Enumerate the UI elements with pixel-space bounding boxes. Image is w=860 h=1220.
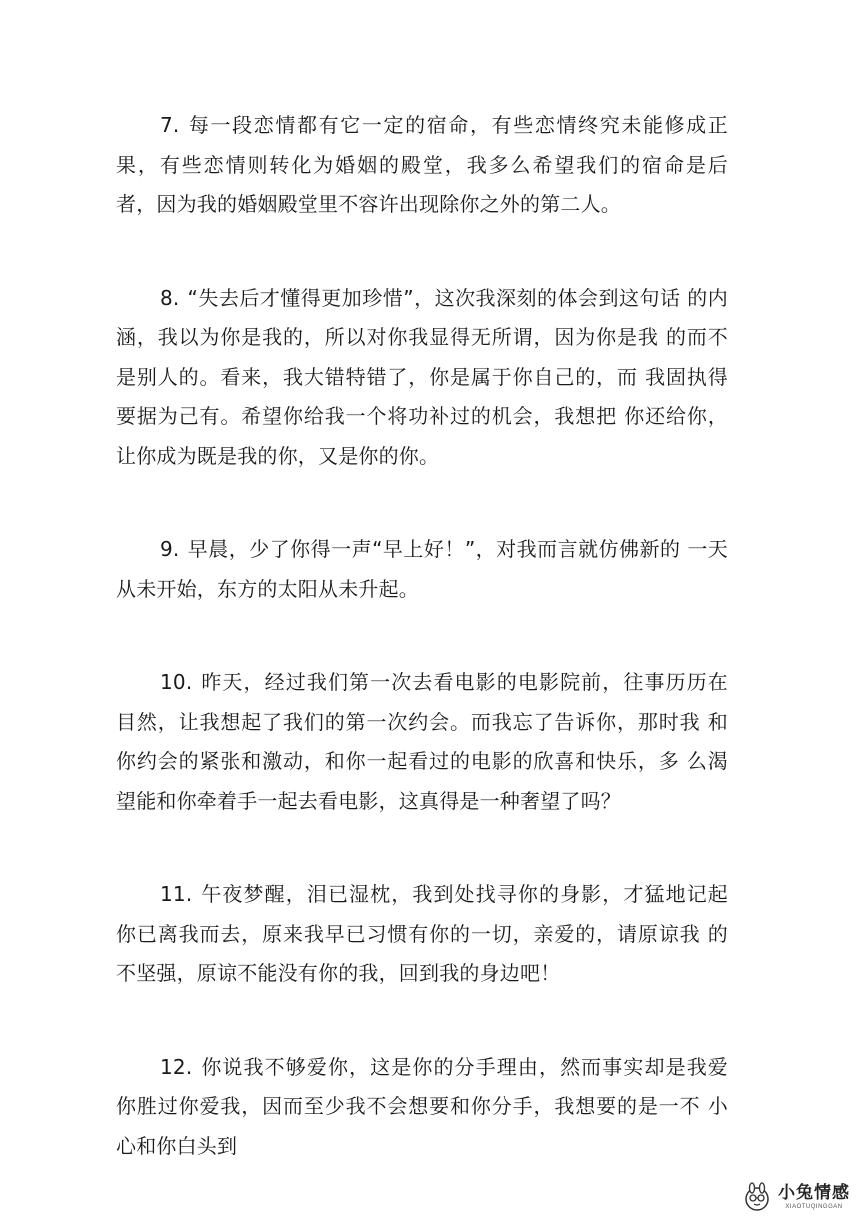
paragraph-text: 昨天，经过我们第一次去看电影的电影院前，往事历历在 目然，让我想起了我们的第一次约会。而我忘了告诉你，那时我 和你约会的紧张和激动，和你一起看过的电影的欣喜和快乐，多 么渴望能和你牵着手一起去看电影，这真得是一种奢望了吗？ — [116, 670, 728, 813]
document-body — [116, 106, 728, 1220]
paragraph-9 — [116, 530, 728, 609]
paragraph-number: 12. — [160, 1054, 193, 1079]
paragraph-number: 8. — [160, 285, 180, 310]
paragraph-number: 11. — [160, 882, 193, 906]
paragraph-text: 午夜梦醒，泪已湿枕，我到处找寻你的身影，才猛地记起 你已离我而去，原来我早已习惯有你的一切，亲爱的，请原谅我 的不坚强，原谅不能没有你的我，回到我的身边吧！ — [116, 882, 728, 985]
paragraph-7 — [116, 106, 728, 225]
paragraph-11 — [116, 875, 728, 994]
paragraph-8 — [116, 279, 728, 477]
paragraph-text: 你说我不够爱你，这是你的分手理由，然而事实却是我爱 你胜过你爱我，因而至少我不会想要和你分手，我想要的是一不 小心和你白头到 — [116, 1054, 728, 1158]
watermark — [742, 1182, 850, 1212]
paragraph-text: 早晨，少了你得一声“早上好！”，对我而言就仿佛新的 一天从未开始，东方的太阳从未升起。 — [116, 537, 728, 601]
paragraph-12 — [116, 1048, 728, 1167]
paragraph-text: “失去后才懂得更加珍惜”，这次我深刻的体会到这句话 的内涵，我以为你是我的，所以对你我显得无所谓，因为你是我 的而不是别人的。看来，我大错特错了，你是属于你自己的，而 我固执得要据为己有。希望你给我一个将功补过的机会，我想把 你还给你，让你成为既是我的你，又是你的你。 — [116, 285, 728, 468]
paragraph-number: 7. — [160, 113, 180, 137]
rabbit-logo-icon — [742, 1182, 772, 1212]
watermark-subtitle: XIAOTUQINGGAN — [785, 1204, 843, 1210]
watermark-name: 小兔情感 — [778, 1183, 850, 1203]
paragraph-text: 每一段恋情都有它一定的宿命，有些恋情终究未能修成正 果，有些恋情则转化为婚姻的殿堂，我多么希望我们的宿命是后 者，因为我的婚姻殿堂里不容许出现除你之外的第二人。 — [116, 113, 728, 216]
paragraph-10 — [116, 663, 728, 821]
paragraph-number: 9. — [160, 537, 180, 561]
paragraph-number: 10. — [160, 670, 193, 694]
